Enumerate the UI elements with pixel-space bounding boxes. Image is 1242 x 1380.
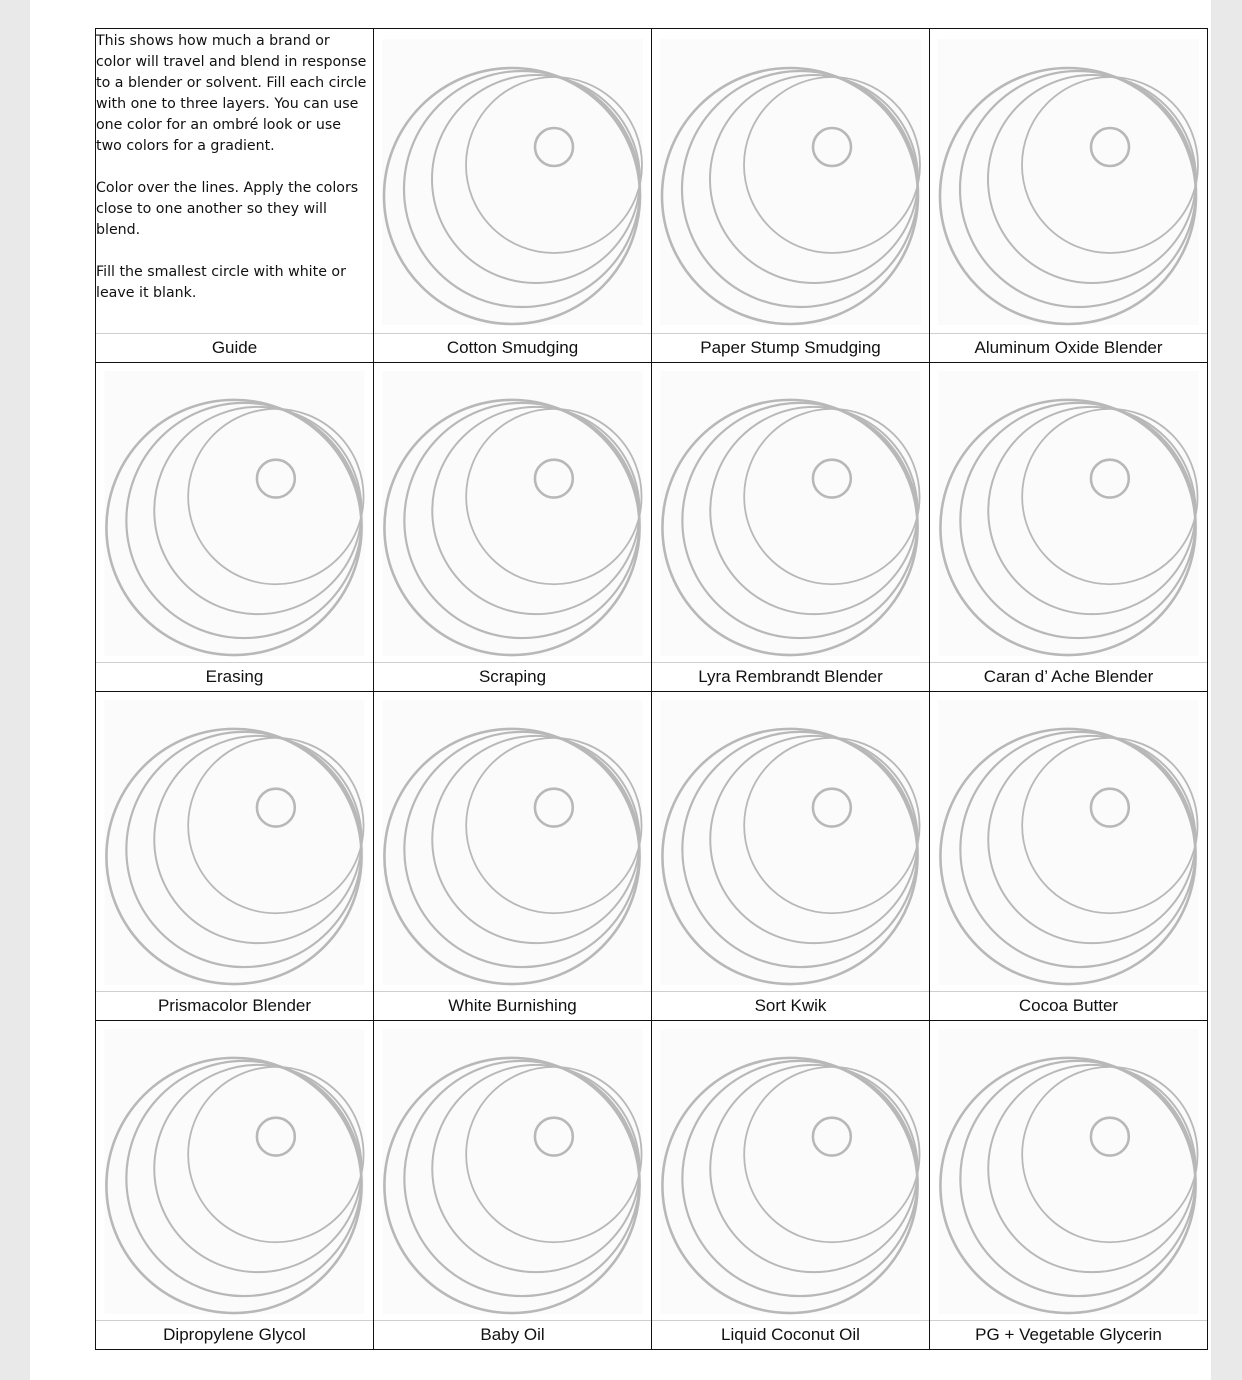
swatch-label: PG + Vegetable Glycerin — [930, 1320, 1207, 1349]
swatch-background — [104, 1029, 364, 1314]
circle-swatch — [96, 1021, 373, 1320]
swatch-cell — [930, 692, 1208, 1021]
swatch-background — [938, 700, 1198, 985]
nested-circles-drawing — [930, 29, 1207, 333]
guide-paragraph-3: Fill the smallest circle with white or leave it blank. — [96, 264, 346, 301]
swatch-cell — [930, 29, 1208, 363]
swatch-label: Sort Kwik — [652, 991, 929, 1020]
document-page — [30, 0, 1211, 1380]
chart-row-2 — [96, 363, 1208, 692]
swatch-background — [660, 1029, 920, 1314]
circle-swatch — [96, 363, 373, 662]
nested-circles-drawing — [652, 1021, 929, 1320]
swatch-label: Cotton Smudging — [374, 333, 651, 362]
swatch-label: Erasing — [96, 662, 373, 691]
guide-cell — [96, 29, 374, 363]
guide-label: Guide — [96, 333, 373, 362]
swatch-background — [660, 700, 920, 985]
nested-circles-drawing — [652, 363, 929, 662]
swatch-label: Scraping — [374, 662, 651, 691]
swatch-background — [382, 39, 643, 325]
swatch-cell — [652, 1021, 930, 1350]
swatch-cell — [374, 1021, 652, 1350]
swatch-label: Baby Oil — [374, 1320, 651, 1349]
circle-swatch — [930, 1021, 1207, 1320]
swatch-label: Aluminum Oxide Blender — [930, 333, 1207, 362]
nested-circles-drawing — [374, 692, 651, 991]
circle-swatch — [96, 692, 373, 991]
swatch-label: Cocoa Butter — [930, 991, 1207, 1020]
swatch-cell — [96, 363, 374, 692]
nested-circles-drawing — [930, 363, 1207, 662]
nested-circles-drawing — [930, 1021, 1207, 1320]
circle-swatch — [652, 363, 929, 662]
nested-circles-drawing — [930, 692, 1207, 991]
nested-circles-drawing — [96, 1021, 373, 1320]
chart-row-1 — [96, 29, 1208, 363]
swatch-cell — [652, 29, 930, 363]
swatch-label: Caran d’ Ache Blender — [930, 662, 1207, 691]
swatch-label: Dipropylene Glycol — [96, 1320, 373, 1349]
swatch-cell — [96, 692, 374, 1021]
circle-swatch — [374, 692, 651, 991]
circle-swatch — [374, 363, 651, 662]
swatch-label: Prismacolor Blender — [96, 991, 373, 1020]
swatch-background — [660, 371, 920, 656]
nested-circles-drawing — [374, 1021, 651, 1320]
nested-circles-drawing — [96, 363, 373, 662]
swatch-cell — [930, 1021, 1208, 1350]
swatch-label: Liquid Coconut Oil — [652, 1320, 929, 1349]
circle-swatch — [930, 29, 1207, 333]
swatch-background — [938, 39, 1199, 325]
swatch-cell — [652, 692, 930, 1021]
swatch-cell — [96, 1021, 374, 1350]
circle-swatch — [374, 1021, 651, 1320]
swatch-cell — [652, 363, 930, 692]
nested-circles-drawing — [374, 29, 651, 333]
guide-paragraph-1: This shows how much a brand or color will travel and blend in response to a blender or solvent. Fill each circle with one to three layers. You can use one color for an ombré look or use two colors for a gradient. — [96, 33, 367, 154]
swatch-label: White Burnishing — [374, 991, 651, 1020]
swatch-label: Paper Stump Smudging — [652, 333, 929, 362]
circle-swatch — [652, 29, 929, 333]
swatch-background — [382, 371, 642, 656]
swatch-cell — [374, 692, 652, 1021]
swatch-background — [382, 1029, 642, 1314]
circle-swatch — [930, 692, 1207, 991]
nested-circles-drawing — [374, 363, 651, 662]
swatch-background — [660, 39, 921, 325]
swatch-cell — [374, 363, 652, 692]
swatch-background — [104, 371, 364, 656]
nested-circles-drawing — [652, 29, 929, 333]
blending-chart-grid — [95, 28, 1208, 1350]
swatch-cell — [930, 363, 1208, 692]
nested-circles-drawing — [652, 692, 929, 991]
chart-row-3 — [96, 692, 1208, 1021]
chart-row-4 — [96, 1021, 1208, 1350]
swatch-label: Lyra Rembrandt Blender — [652, 662, 929, 691]
swatch-background — [382, 700, 642, 985]
swatch-background — [938, 1029, 1198, 1314]
swatch-background — [938, 371, 1198, 656]
nested-circles-drawing — [96, 692, 373, 991]
circle-swatch — [930, 363, 1207, 662]
guide-instructions — [96, 29, 373, 333]
circle-swatch — [374, 29, 651, 333]
swatch-cell — [374, 29, 652, 363]
swatch-background — [104, 700, 364, 985]
guide-paragraph-2: Color over the lines. Apply the colors close to one another so they will blend. — [96, 180, 359, 238]
circle-swatch — [652, 1021, 929, 1320]
circle-swatch — [652, 692, 929, 991]
